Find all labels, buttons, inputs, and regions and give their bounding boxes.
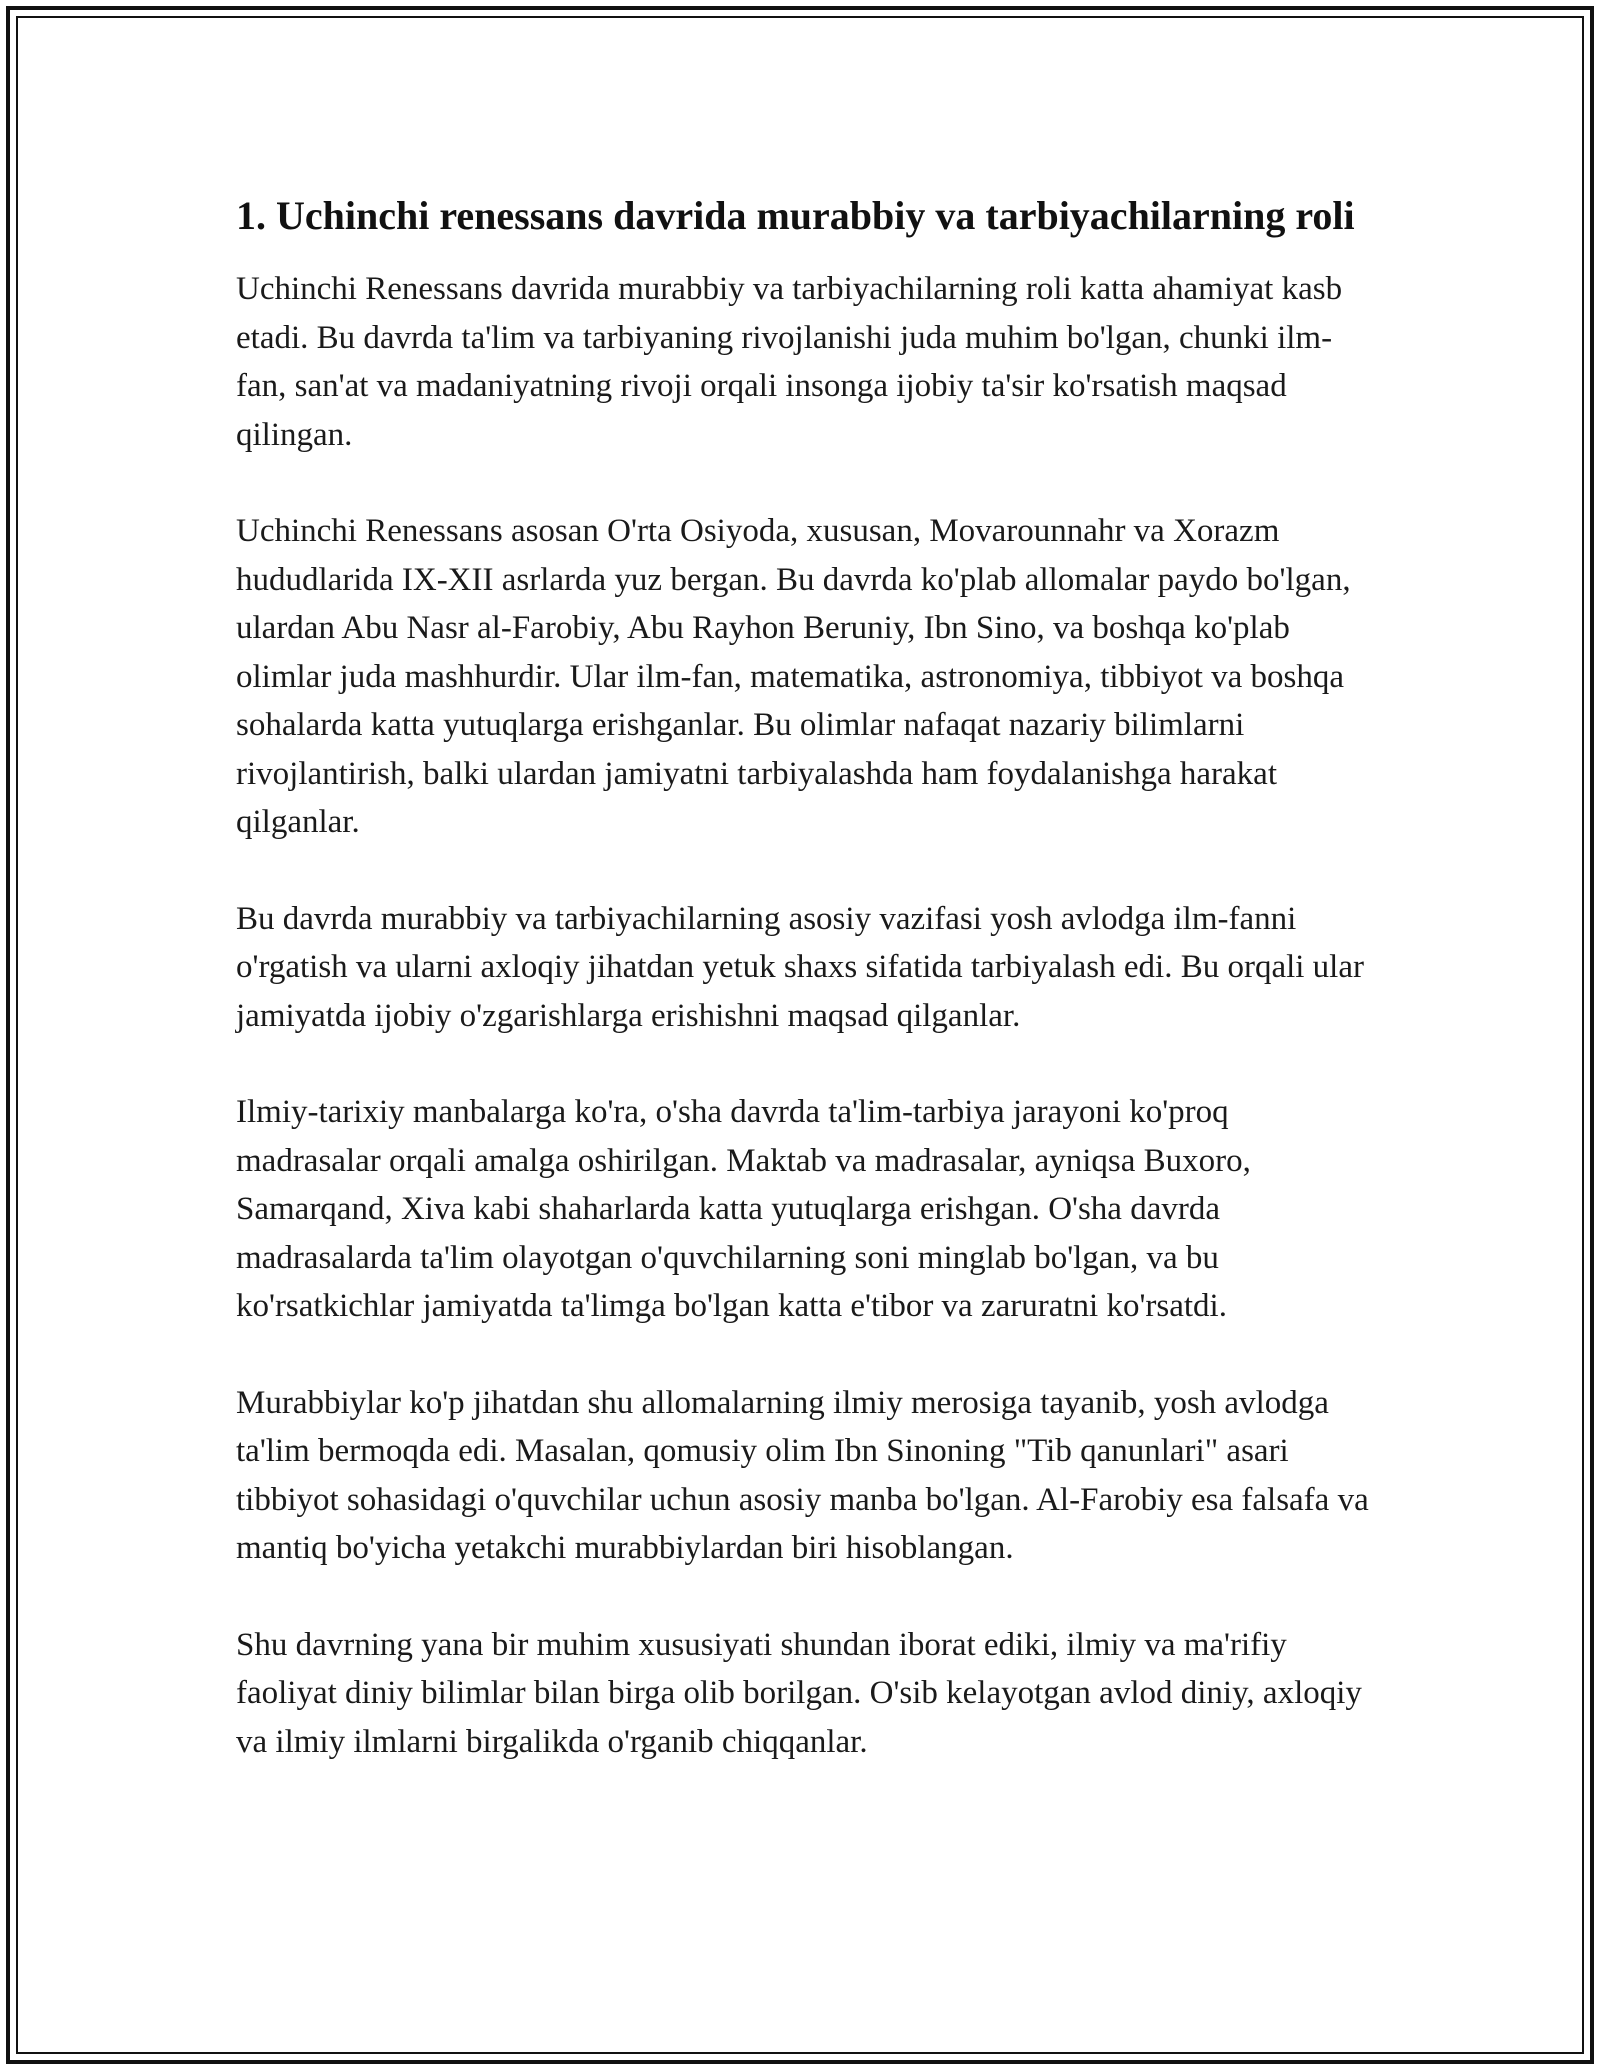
paragraph-1: Uchinchi Renessans davrida murabbiy va tarbiyachilarning roli katta ahamiyat kasb etadi. Bu davrda ta'lim va tarbiyaning rivojlanishi juda muhim bo'lgan, chunki ilm-fan, san'at va madaniyatning rivoji orqali insonga ijobiy ta'sir ko'rsatish maqsad qilingan. [236,271,1343,453]
paragraph-4: Ilmiy-tarixiy manbalarga ko'ra, o'sha davrda ta'lim-tarbiya jarayoni ko'proq madrasalar orqali amalga oshirilgan. Maktab va madrasalar, ayniqsa Buxoro, Samarqand, Xiva kabi shaharlarda katta yutuqlarga erishgan. O'sha davrda madrasalarda ta'lim olayotgan o'quvchilarning soni minglab bo'lgan, va bu ko'rsatkichlar jamiyatda ta'limga bo'lgan katta e'tibor va zaruratni ko'rsatdi. [236,1094,1251,1324]
paragraph-5: Murabbiylar ko'p jihatdan shu allomalarning ilmiy merosiga tayanib, yosh avlodga ta'lim bermoqda edi. Masalan, qomusiy olim Ibn Sinoning "Tib qanunlari" asari tibbiyot sohasidagi o'quvchilar uchun asosiy manba bo'lgan. Al-Farobiy esa falsafa va mantiq bo'yicha yetakchi murabbiylardan biri hisoblangan. [236,1384,1369,1566]
document-page [236,188,1376,1814]
paragraph-3: Bu davrda murabbiy va tarbiyachilarning asosiy vazifasi yosh avlodga ilm-fanni o'rgatish va ularni axloqiy jihatdan yetuk shaxs sifatida tarbiyalash edi. Bu orqali ular jamiyatda ijobiy o'zgarishlarga erishishni maqsad qilganlar. [236,900,1364,1034]
document-title: 1. Uchinchi renessans davrida murabbiy va tarbiyachilarning roli [236,193,1355,238]
paragraph-2: Uchinchi Renessans asosan O'rta Osiyoda, xususan, Movarounnahr va Xorazm hududlarida IX-XII asrlarda yuz bergan. Bu davrda ko'plab allomalar paydo bo'lgan, ulardan Abu Nasr al-Farobiy, Abu Rayhon Beruniy, Ibn Sino, va boshqa ko'plab olimlar juda mashhurdir. Ular ilm-fan, matematika, astronomiya, tibbiyot va boshqa sohalarda katta yutuqlarga erishganlar. Bu olimlar nafaqat nazariy bilimlarni rivojlantirish, balki ulardan jamiyatni tarbiyalashda ham foydalanishga harakat qilganlar. [236,513,1351,840]
paragraph-6: Shu davrning yana bir muhim xususiyati shundan iborat ediki, ilmiy va ma'rifiy faoliyat diniy bilimlar bilan birga olib borilgan. O'sib kelayotgan avlod diniy, axloqiy va ilmiy ilmlarni birgalikda o'rganib chiqqanlar. [236,1626,1362,1760]
